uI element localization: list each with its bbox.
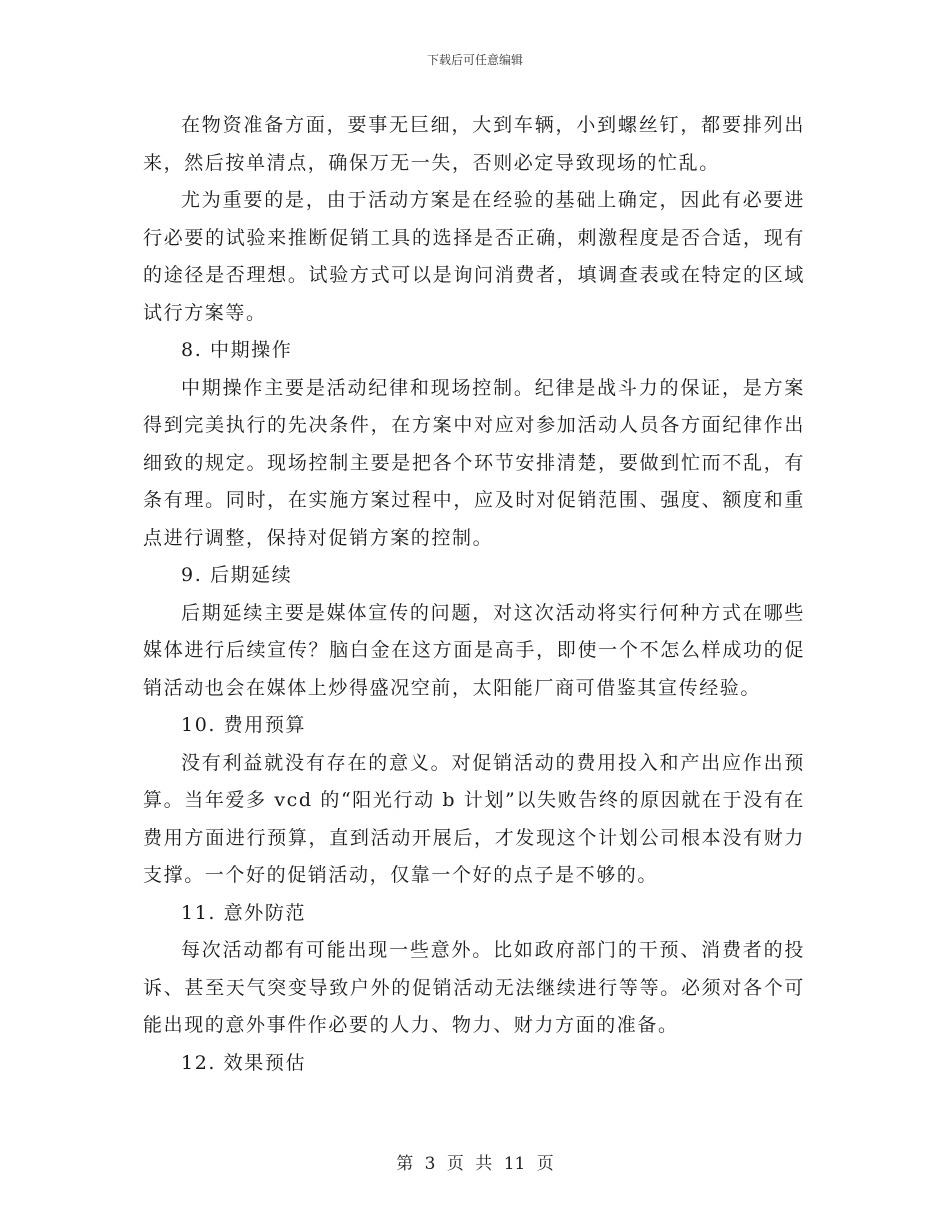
paragraph-contingency: 每次活动都有可能出现一些意外。比如政府部门的干预、消费者的投诉、甚至天气突变导致户外的促销活动无法继续进行等等。必须对各个可能出现的意外事件作必要的人力、物力、财力方面的准备。 [143, 939, 805, 1036]
paragraph-material-preparation: 在物资准备方面，要事无巨细，大到车辆，小到螺丝钉，都要排列出来，然后按单清点，确保万无一失，否则必定导致现场的忙乱。 [143, 114, 805, 174]
paragraph-follow-up: 后期延续主要是媒体宣传的问题，对这次活动将实行何种方式在哪些媒体进行后续宣传？脑白金在这方面是高手，即使一个不怎么样成功的促销活动也会在媒体上炒得盛况空前，太阳能厂商可借鉴其宣传经验。 [143, 601, 805, 699]
paragraph-trial-test: 尤为重要的是，由于活动方案是在经验的基础上确定，因此有必要进行必要的试验来推断促销工具的选择是否正确，刺激程度是否合适，现有的途径是否理想。试验方式可以是询问消费者，填调查表或在特定的区域试行方案等。 [143, 189, 805, 324]
paragraph-budget: 没有利益就没有存在的意义。对促销活动的费用投入和产出应作出预算。当年爱多 vcd 的“阳光行动 b 计划”以失败告终的原因就在于没有在费用方面进行预算，直到活动开展后，才发现这个计划公司根本没有财力支撑。一个好的促销活动，仅靠一个好的点子是不够的。 [143, 751, 805, 886]
heading-effect-estimate: 12. 效果预估 [181, 1051, 307, 1074]
paragraph-mid-operation: 中期操作主要是活动纪律和现场控制。纪律是战斗力的保证，是方案得到完美执行的先决条件，在方案中对应对参加活动人员各方面纪律作出细致的规定。现场控制主要是把各个环节安排清楚，要做到忙而不乱，有条有理。同时，在实施方案过程中，应及时对促销范围、强度、额度和重点进行调整，保持对促销方案的控制。 [143, 376, 805, 549]
document-body [143, 107, 805, 1082]
heading-contingency: 11. 意外防范 [181, 901, 307, 924]
heading-follow-up: 9. 后期延续 [181, 564, 293, 586]
heading-mid-operation: 8. 中期操作 [181, 339, 293, 361]
page-number-footer: 第 3 页 共 11 页 [396, 1154, 554, 1174]
page-header: 下载后可任意编辑 [426, 53, 523, 67]
heading-budget: 10. 费用预算 [181, 714, 307, 736]
